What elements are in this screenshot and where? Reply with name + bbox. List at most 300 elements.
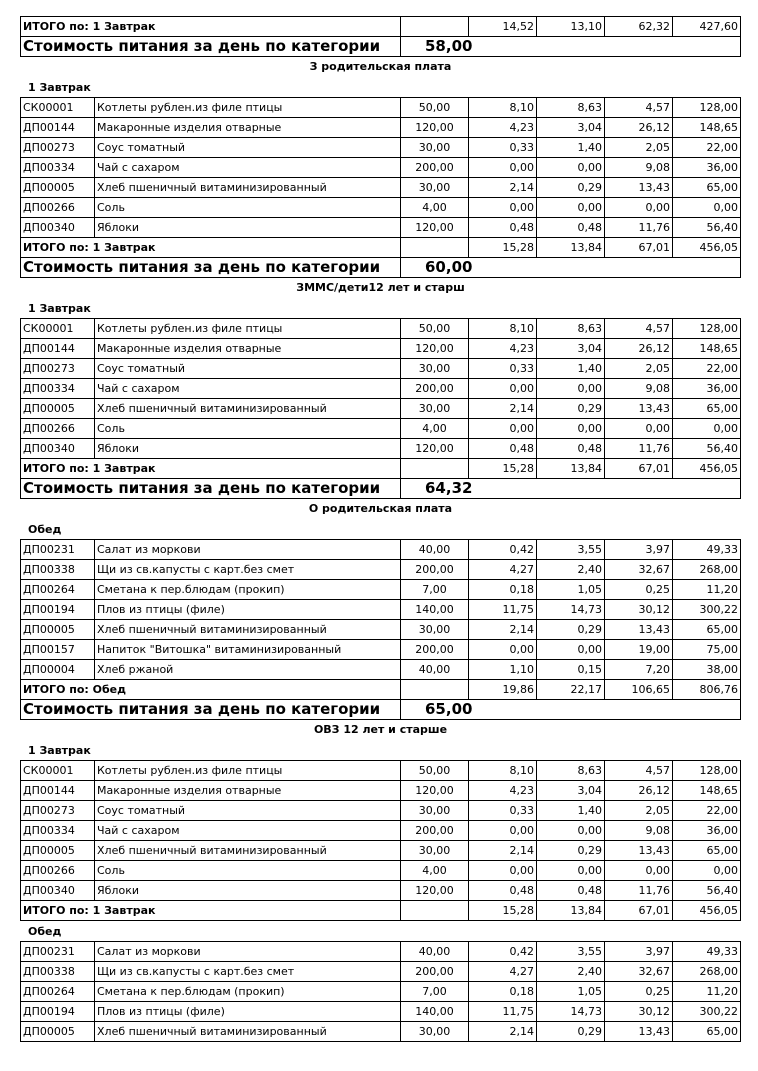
dish-name: Соль: [95, 861, 401, 881]
dish-kcal: 56,40: [673, 218, 741, 238]
dish-name: Салат из моркови: [95, 942, 401, 962]
dish-code: ДП00266: [21, 419, 95, 439]
dish-carbs: 2,05: [605, 359, 673, 379]
dish-carbs: 13,43: [605, 841, 673, 861]
dish-row: [21, 942, 741, 962]
dish-carbs: 4,57: [605, 319, 673, 339]
dish-name: Хлеб пшеничный витаминизированный: [95, 178, 401, 198]
dish-row: [21, 881, 741, 901]
dish-kcal: 128,00: [673, 761, 741, 781]
dish-kcal: 56,40: [673, 439, 741, 459]
dish-kcal: 300,22: [673, 1002, 741, 1022]
dish-fat: 1,40: [537, 138, 605, 158]
dish-kcal: 65,00: [673, 178, 741, 198]
dish-qty: 7,00: [401, 580, 469, 600]
total-label: ИТОГО по: Обед: [21, 680, 401, 700]
dish-fat: 0,00: [537, 640, 605, 660]
dish-kcal: 49,33: [673, 540, 741, 560]
dish-code: ДП00005: [21, 178, 95, 198]
category-section: [20, 720, 741, 1042]
dish-carbs: 13,43: [605, 1022, 673, 1042]
dish-qty: 30,00: [401, 359, 469, 379]
dish-row: [21, 861, 741, 881]
dish-carbs: 19,00: [605, 640, 673, 660]
dish-qty: 30,00: [401, 620, 469, 640]
category-cost-row: [21, 258, 741, 278]
dish-name: Макаронные изделия отварные: [95, 118, 401, 138]
dish-row: [21, 580, 741, 600]
dish-kcal: 38,00: [673, 660, 741, 680]
dish-protein: 2,14: [469, 1022, 537, 1042]
category-cost-row: [21, 37, 741, 57]
dish-row: [21, 962, 741, 982]
dish-qty: 120,00: [401, 118, 469, 138]
total-carbs: 106,65: [605, 680, 673, 700]
dish-carbs: 13,43: [605, 399, 673, 419]
dish-carbs: 0,00: [605, 198, 673, 218]
dish-kcal: 11,20: [673, 982, 741, 1002]
dish-qty: 50,00: [401, 98, 469, 118]
total-carbs: 67,01: [605, 901, 673, 921]
total-label: ИТОГО по: 1 Завтрак: [21, 17, 401, 37]
dish-code: ДП00340: [21, 881, 95, 901]
dish-row: [21, 399, 741, 419]
dish-carbs: 2,05: [605, 138, 673, 158]
dish-protein: 0,18: [469, 580, 537, 600]
dish-protein: 4,27: [469, 962, 537, 982]
dish-qty: 4,00: [401, 198, 469, 218]
meal-total-row: [21, 459, 741, 479]
dish-carbs: 0,25: [605, 982, 673, 1002]
dish-qty: 120,00: [401, 339, 469, 359]
dish-carbs: 13,43: [605, 178, 673, 198]
total-kcal: 427,60: [673, 17, 741, 37]
dish-row: [21, 98, 741, 118]
dish-kcal: 49,33: [673, 942, 741, 962]
dish-name: Чай с сахаром: [95, 821, 401, 841]
dish-row: [21, 540, 741, 560]
dish-row: [21, 379, 741, 399]
cost-value: 58,00: [401, 37, 741, 57]
dish-row: [21, 158, 741, 178]
meal-table: [20, 941, 741, 1042]
dish-kcal: 56,40: [673, 881, 741, 901]
dish-code: ДП00144: [21, 339, 95, 359]
total-label: ИТОГО по: 1 Завтрак: [21, 901, 401, 921]
dish-kcal: 148,65: [673, 339, 741, 359]
dish-row: [21, 982, 741, 1002]
dish-protein: 4,27: [469, 560, 537, 580]
dish-qty: 30,00: [401, 138, 469, 158]
dish-fat: 1,40: [537, 359, 605, 379]
dish-protein: 2,14: [469, 399, 537, 419]
dish-code: СК00001: [21, 98, 95, 118]
dish-code: ДП00194: [21, 600, 95, 620]
dish-fat: 3,55: [537, 540, 605, 560]
dish-qty: 7,00: [401, 982, 469, 1002]
dish-row: [21, 359, 741, 379]
menu-report-document: [20, 16, 741, 1042]
dish-qty: 200,00: [401, 962, 469, 982]
dish-qty: 4,00: [401, 861, 469, 881]
dish-code: ДП00273: [21, 359, 95, 379]
dish-row: [21, 319, 741, 339]
dish-name: Чай с сахаром: [95, 379, 401, 399]
dish-code: СК00001: [21, 319, 95, 339]
dish-fat: 2,40: [537, 560, 605, 580]
dish-qty: 4,00: [401, 419, 469, 439]
dish-carbs: 26,12: [605, 118, 673, 138]
dish-carbs: 3,97: [605, 942, 673, 962]
category-section: [20, 278, 741, 499]
dish-name: Щи из св.капусты с карт.без смет: [95, 962, 401, 982]
cost-label: Стоимость питания за день по категории: [21, 700, 401, 720]
dish-carbs: 4,57: [605, 98, 673, 118]
total-fat: 13,10: [537, 17, 605, 37]
dish-code: ДП00266: [21, 198, 95, 218]
dish-protein: 4,23: [469, 781, 537, 801]
dish-name: Хлеб ржаной: [95, 660, 401, 680]
cost-value: 60,00: [401, 258, 741, 278]
total-carbs: 62,32: [605, 17, 673, 37]
dish-name: Котлеты рублен.из филе птицы: [95, 98, 401, 118]
dish-qty: 200,00: [401, 158, 469, 178]
dish-fat: 0,00: [537, 821, 605, 841]
dish-carbs: 13,43: [605, 620, 673, 640]
dish-carbs: 9,08: [605, 821, 673, 841]
dish-qty: 200,00: [401, 821, 469, 841]
total-carbs: 67,01: [605, 459, 673, 479]
dish-code: СК00001: [21, 761, 95, 781]
cost-value: 64,32: [401, 479, 741, 499]
dish-kcal: 148,65: [673, 781, 741, 801]
dish-code: ДП00005: [21, 399, 95, 419]
dish-kcal: 300,22: [673, 600, 741, 620]
dish-row: [21, 218, 741, 238]
dish-carbs: 11,76: [605, 881, 673, 901]
dish-carbs: 32,67: [605, 560, 673, 580]
dish-row: [21, 118, 741, 138]
dish-row: [21, 419, 741, 439]
dish-row: [21, 1022, 741, 1042]
dish-name: Яблоки: [95, 218, 401, 238]
dish-name: Соль: [95, 198, 401, 218]
dish-row: [21, 841, 741, 861]
meal-total-row: [21, 680, 741, 700]
dish-qty: 30,00: [401, 1022, 469, 1042]
dish-row: [21, 1002, 741, 1022]
dish-qty: 40,00: [401, 540, 469, 560]
dish-qty: 120,00: [401, 881, 469, 901]
dish-kcal: 148,65: [673, 118, 741, 138]
dish-row: [21, 178, 741, 198]
dish-row: [21, 660, 741, 680]
dish-fat: 8,63: [537, 319, 605, 339]
dish-carbs: 9,08: [605, 379, 673, 399]
dish-qty: 30,00: [401, 399, 469, 419]
dish-carbs: 30,12: [605, 1002, 673, 1022]
cost-label: Стоимость питания за день по категории: [21, 479, 401, 499]
dish-name: Плов из птицы (филе): [95, 600, 401, 620]
dish-name: Хлеб пшеничный витаминизированный: [95, 620, 401, 640]
dish-code: ДП00338: [21, 962, 95, 982]
dish-protein: 0,33: [469, 359, 537, 379]
dish-protein: 11,75: [469, 600, 537, 620]
meal-title: 1 Завтрак: [28, 744, 91, 757]
dish-code: ДП00231: [21, 540, 95, 560]
cost-label: Стоимость питания за день по категории: [21, 37, 401, 57]
meal-title: Обед: [28, 523, 62, 536]
dish-name: Котлеты рублен.из филе птицы: [95, 761, 401, 781]
dish-name: Яблоки: [95, 439, 401, 459]
dish-protein: 4,23: [469, 339, 537, 359]
dish-name: Напиток "Витошка" витаминизированный: [95, 640, 401, 660]
total-fat: 13,84: [537, 238, 605, 258]
dish-row: [21, 138, 741, 158]
dish-name: Салат из моркови: [95, 540, 401, 560]
dish-protein: 2,14: [469, 178, 537, 198]
dish-protein: 8,10: [469, 319, 537, 339]
dish-fat: 1,05: [537, 982, 605, 1002]
dish-fat: 1,05: [537, 580, 605, 600]
dish-protein: 0,00: [469, 198, 537, 218]
dish-fat: 0,48: [537, 881, 605, 901]
dish-kcal: 128,00: [673, 98, 741, 118]
dish-name: Макаронные изделия отварные: [95, 781, 401, 801]
dish-protein: 11,75: [469, 1002, 537, 1022]
dish-fat: 3,04: [537, 781, 605, 801]
total-protein: 15,28: [469, 901, 537, 921]
dish-carbs: 4,57: [605, 761, 673, 781]
total-qty: [401, 17, 469, 37]
dish-kcal: 0,00: [673, 861, 741, 881]
total-qty: [401, 459, 469, 479]
dish-name: Соус томатный: [95, 359, 401, 379]
dish-protein: 8,10: [469, 761, 537, 781]
category-title: ЗММС/дети12 лет и старш: [296, 281, 465, 294]
dish-carbs: 0,00: [605, 861, 673, 881]
dish-qty: 40,00: [401, 942, 469, 962]
dish-protein: 8,10: [469, 98, 537, 118]
dish-fat: 3,55: [537, 942, 605, 962]
dish-protein: 0,00: [469, 158, 537, 178]
dish-qty: 200,00: [401, 640, 469, 660]
total-protein: 19,86: [469, 680, 537, 700]
dish-kcal: 22,00: [673, 359, 741, 379]
dish-kcal: 268,00: [673, 962, 741, 982]
dish-protein: 1,10: [469, 660, 537, 680]
total-label: ИТОГО по: 1 Завтрак: [21, 238, 401, 258]
dish-row: [21, 439, 741, 459]
dish-carbs: 9,08: [605, 158, 673, 178]
dish-row: [21, 781, 741, 801]
dish-protein: 0,33: [469, 801, 537, 821]
dish-qty: 50,00: [401, 761, 469, 781]
dish-protein: 0,48: [469, 881, 537, 901]
category-title: З родительская плата: [309, 60, 452, 73]
dish-fat: 0,00: [537, 158, 605, 178]
dish-protein: 0,48: [469, 439, 537, 459]
total-fat: 13,84: [537, 901, 605, 921]
dish-code: ДП00194: [21, 1002, 95, 1022]
dish-qty: 120,00: [401, 781, 469, 801]
dish-kcal: 36,00: [673, 379, 741, 399]
total-kcal: 806,76: [673, 680, 741, 700]
dish-name: Соус томатный: [95, 138, 401, 158]
dish-code: ДП00005: [21, 841, 95, 861]
dish-kcal: 0,00: [673, 198, 741, 218]
dish-code: ДП00157: [21, 640, 95, 660]
dish-name: Щи из св.капусты с карт.без смет: [95, 560, 401, 580]
dish-code: ДП00334: [21, 158, 95, 178]
dish-name: Соль: [95, 419, 401, 439]
dish-fat: 3,04: [537, 118, 605, 138]
meal-total-row: [21, 17, 741, 37]
dish-fat: 8,63: [537, 98, 605, 118]
meal-title: Обед: [28, 925, 62, 938]
total-fat: 22,17: [537, 680, 605, 700]
dish-carbs: 32,67: [605, 962, 673, 982]
dish-qty: 30,00: [401, 178, 469, 198]
dish-row: [21, 339, 741, 359]
dish-name: Макаронные изделия отварные: [95, 339, 401, 359]
dish-protein: 4,23: [469, 118, 537, 138]
dish-carbs: 26,12: [605, 781, 673, 801]
dish-protein: 0,42: [469, 942, 537, 962]
dish-row: [21, 198, 741, 218]
category-section: [20, 57, 741, 278]
dish-kcal: 65,00: [673, 1022, 741, 1042]
dish-protein: 2,14: [469, 620, 537, 640]
category-cost-row: [21, 700, 741, 720]
dish-protein: 0,48: [469, 218, 537, 238]
dish-name: Соус томатный: [95, 801, 401, 821]
dish-name: Хлеб пшеничный витаминизированный: [95, 841, 401, 861]
dish-kcal: 36,00: [673, 158, 741, 178]
meal-title: 1 Завтрак: [28, 302, 91, 315]
dish-code: ДП00144: [21, 118, 95, 138]
dish-protein: 0,18: [469, 982, 537, 1002]
meal-total-row: [21, 901, 741, 921]
dish-protein: 0,33: [469, 138, 537, 158]
meal-table: [20, 760, 741, 921]
dish-row: [21, 560, 741, 580]
total-qty: [401, 901, 469, 921]
dish-name: Хлеб пшеничный витаминизированный: [95, 399, 401, 419]
dish-code: ДП00231: [21, 942, 95, 962]
meal-title: 1 Завтрак: [28, 81, 91, 94]
dish-qty: 30,00: [401, 801, 469, 821]
dish-fat: 2,40: [537, 962, 605, 982]
dish-code: ДП00334: [21, 821, 95, 841]
dish-fat: 0,29: [537, 1022, 605, 1042]
dish-protein: 0,00: [469, 419, 537, 439]
total-qty: [401, 238, 469, 258]
dish-protein: 0,00: [469, 379, 537, 399]
dish-row: [21, 801, 741, 821]
dish-row: [21, 640, 741, 660]
dish-code: ДП00005: [21, 620, 95, 640]
dish-row: [21, 761, 741, 781]
dish-code: ДП00340: [21, 439, 95, 459]
dish-qty: 30,00: [401, 841, 469, 861]
dish-qty: 120,00: [401, 218, 469, 238]
dish-kcal: 65,00: [673, 399, 741, 419]
dish-fat: 0,29: [537, 178, 605, 198]
dish-name: Сметана к пер.блюдам (прокип): [95, 580, 401, 600]
cost-label: Стоимость питания за день по категории: [21, 258, 401, 278]
dish-code: ДП00264: [21, 580, 95, 600]
total-qty: [401, 680, 469, 700]
dish-protein: 0,00: [469, 821, 537, 841]
dish-code: ДП00266: [21, 861, 95, 881]
dish-code: ДП00338: [21, 560, 95, 580]
dish-fat: 0,48: [537, 218, 605, 238]
total-carbs: 67,01: [605, 238, 673, 258]
dish-code: ДП00005: [21, 1022, 95, 1042]
dish-kcal: 128,00: [673, 319, 741, 339]
total-protein: 15,28: [469, 459, 537, 479]
dish-name: Яблоки: [95, 881, 401, 901]
dish-fat: 0,00: [537, 198, 605, 218]
dish-fat: 0,48: [537, 439, 605, 459]
total-kcal: 456,05: [673, 238, 741, 258]
dish-row: [21, 620, 741, 640]
total-protein: 14,52: [469, 17, 537, 37]
total-fat: 13,84: [537, 459, 605, 479]
meal-table: [20, 97, 741, 278]
dish-fat: 0,29: [537, 620, 605, 640]
dish-code: ДП00273: [21, 138, 95, 158]
category-title: ОВЗ 12 лет и старше: [313, 723, 448, 736]
dish-kcal: 22,00: [673, 138, 741, 158]
dish-carbs: 3,97: [605, 540, 673, 560]
dish-carbs: 11,76: [605, 218, 673, 238]
dish-qty: 200,00: [401, 379, 469, 399]
dish-name: Котлеты рублен.из филе птицы: [95, 319, 401, 339]
total-label: ИТОГО по: 1 Завтрак: [21, 459, 401, 479]
dish-kcal: 65,00: [673, 620, 741, 640]
dish-qty: 200,00: [401, 560, 469, 580]
dish-qty: 140,00: [401, 600, 469, 620]
meal-table: [20, 318, 741, 499]
dish-code: ДП00273: [21, 801, 95, 821]
dish-fat: 1,40: [537, 801, 605, 821]
dish-name: Чай с сахаром: [95, 158, 401, 178]
dish-protein: 0,00: [469, 861, 537, 881]
total-kcal: 456,05: [673, 459, 741, 479]
dish-qty: 120,00: [401, 439, 469, 459]
cost-value: 65,00: [401, 700, 741, 720]
dish-code: ДП00334: [21, 379, 95, 399]
category-section: [20, 499, 741, 720]
dish-name: Сметана к пер.блюдам (прокип): [95, 982, 401, 1002]
top-fragment-table: [20, 16, 741, 57]
dish-code: ДП00004: [21, 660, 95, 680]
dish-fat: 14,73: [537, 600, 605, 620]
dish-carbs: 30,12: [605, 600, 673, 620]
dish-kcal: 268,00: [673, 560, 741, 580]
dish-fat: 0,29: [537, 841, 605, 861]
dish-kcal: 36,00: [673, 821, 741, 841]
dish-fat: 0,29: [537, 399, 605, 419]
dish-carbs: 11,76: [605, 439, 673, 459]
dish-kcal: 75,00: [673, 640, 741, 660]
dish-carbs: 26,12: [605, 339, 673, 359]
dish-fat: 0,15: [537, 660, 605, 680]
dish-kcal: 22,00: [673, 801, 741, 821]
dish-qty: 40,00: [401, 660, 469, 680]
